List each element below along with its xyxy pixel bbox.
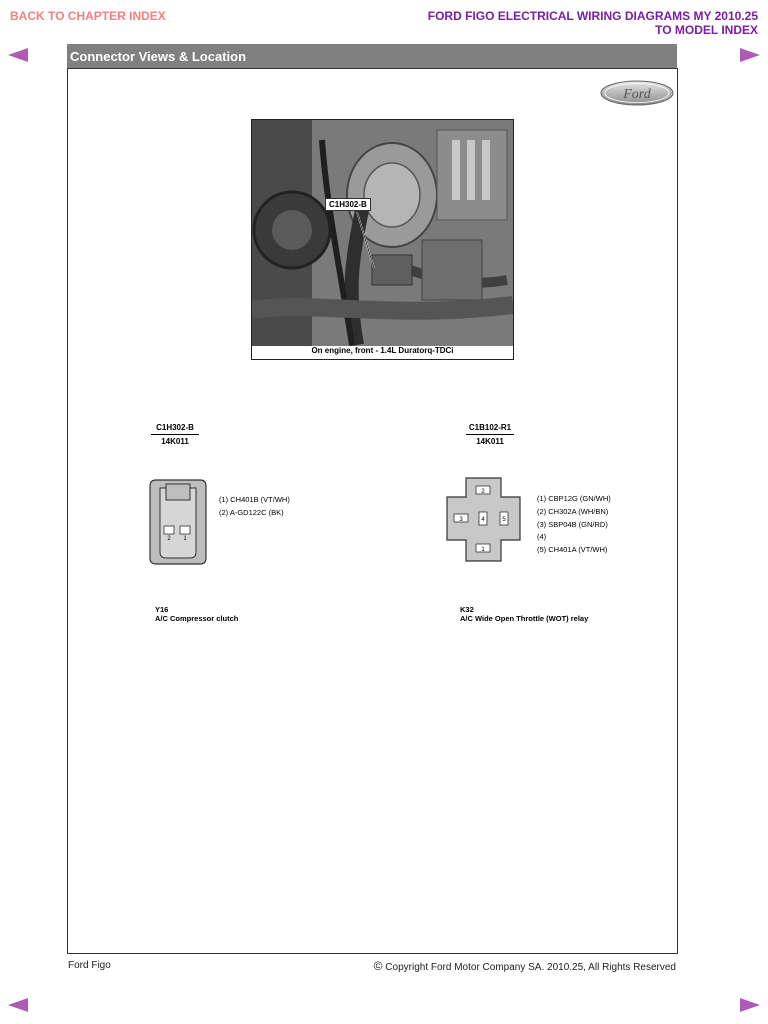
connector-2-header — [460, 421, 520, 448]
pin-entry: (4) — [537, 532, 547, 542]
location-photo — [251, 119, 514, 360]
next-page-arrow-icon[interactable] — [740, 48, 760, 62]
pin-entry: (5) CH401A (VT/WH) — [537, 545, 608, 555]
connector-1-header — [145, 421, 205, 448]
back-to-chapter-index-link[interactable]: BACK TO CHAPTER INDEX — [10, 9, 166, 23]
connector-2-component-name: A/C Wide Open Throttle (WOT) relay — [460, 614, 589, 623]
ford-logo-icon — [600, 80, 674, 106]
footer-copyright — [374, 959, 676, 973]
previous-page-arrow-icon[interactable] — [8, 998, 28, 1012]
to-model-index-link[interactable]: TO MODEL INDEX — [655, 23, 758, 37]
photo-caption: On engine, front - 1.4L Duratorq-TDCi — [311, 346, 454, 355]
previous-page-arrow-icon[interactable] — [8, 48, 28, 62]
connector-2-pin-list — [537, 493, 611, 557]
connector-2-id: C1B102-R1 — [468, 423, 512, 432]
connector-1-pin-number: 1 — [183, 536, 187, 542]
connector-2-component-label — [460, 605, 588, 623]
document-header — [428, 9, 758, 37]
pin-entry: (2) A-GD122C (BK) — [219, 507, 284, 517]
document-title: FORD FIGO ELECTRICAL WIRING DIAGRAMS MY 2010.25 — [427, 9, 758, 23]
connector-1-face-diagram — [148, 478, 208, 566]
connector-2-pin-number: 4 — [481, 517, 485, 523]
footer-model: Ford Figo — [68, 960, 111, 971]
pin-entry: (1) CH401B (VT/WH) — [219, 495, 290, 504]
photo-callout-label: C1H302-B — [325, 198, 371, 211]
pin-entry: (1) CBP12G (GN/WH) — [537, 494, 611, 503]
connector-1-component-code: Y16 — [155, 605, 169, 614]
next-page-arrow-icon[interactable] — [740, 998, 760, 1012]
connector-2-pin-number: 1 — [481, 547, 485, 553]
connector-1-pin-number: 2 — [167, 536, 171, 542]
connector-1-pin-list — [219, 494, 290, 520]
section-header: Connector Views & Location — [67, 44, 677, 68]
copyright-symbol-icon: © — [373, 959, 383, 973]
engine-photo-illustration — [252, 120, 513, 359]
connector-2-pin-number: 5 — [502, 517, 506, 523]
connector-2-part-number: 14K011 — [476, 437, 504, 446]
ford-logo-text: Ford — [623, 87, 651, 102]
pin-entry: (2) CH302A (WH/BN) — [537, 506, 609, 516]
connector-1-component-label — [155, 605, 238, 623]
connector-2-face-diagram — [446, 477, 521, 562]
connector-1-id: C1H302-B — [156, 423, 194, 432]
pin-entry: (3) SBP04B (GN/RD) — [537, 519, 608, 529]
connector-2-pin-number: 3 — [459, 517, 463, 523]
connector-2-component-code: K32 — [460, 605, 474, 614]
connector-1-part-number: 14K011 — [161, 437, 189, 446]
connector-2-pin-number: 2 — [481, 489, 485, 495]
copyright-text: Copyright Ford Motor Company SA. 2010.25, All Rights Reserved — [385, 962, 676, 973]
connector-1-component-name: A/C Compressor clutch — [155, 614, 239, 623]
